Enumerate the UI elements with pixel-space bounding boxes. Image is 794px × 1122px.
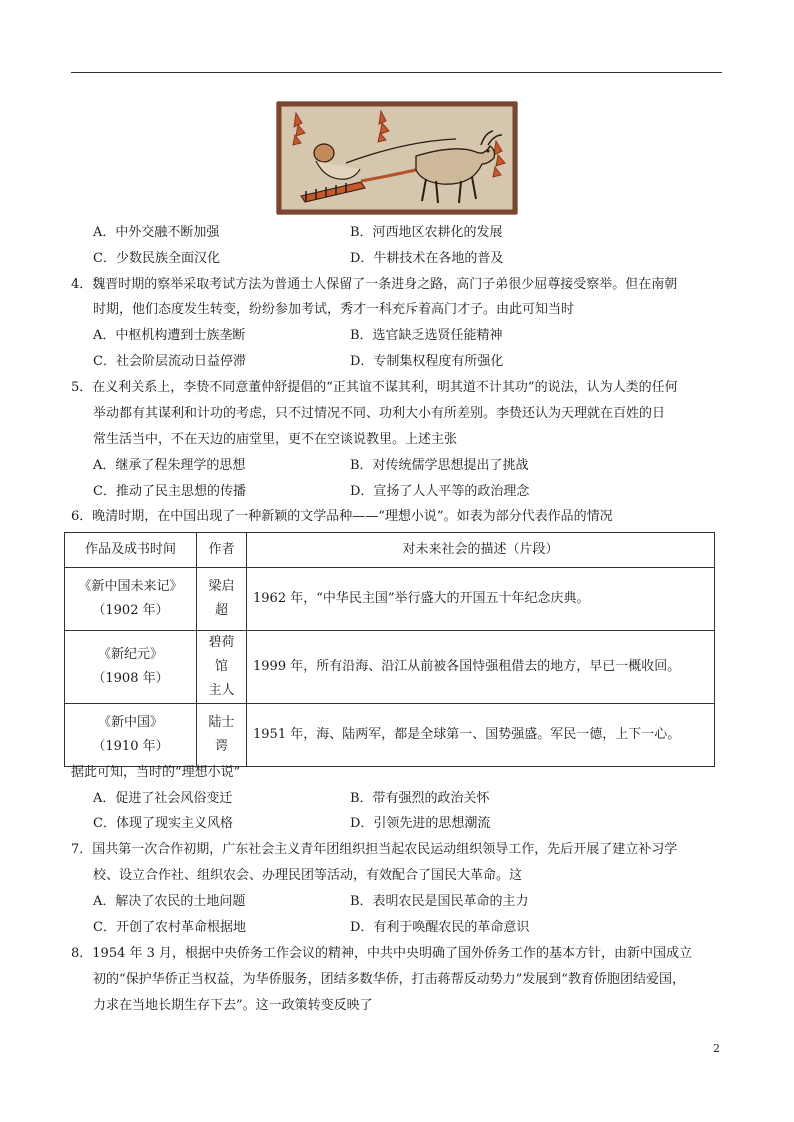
q4-option-a: A．中枢机构遭到士族垄断 [93, 328, 246, 343]
author-name: 碧荷馆 [208, 635, 235, 674]
ox-plowing-mural-image [276, 101, 518, 215]
work-title: 《新中国未来记》 [78, 579, 183, 594]
work-title: 《新中国》 [97, 715, 163, 730]
work-year: （1902 年） [92, 603, 169, 618]
q6-option-d: D．引领先进的思想潮流 [350, 816, 491, 831]
q6-stem: 6．晚清时期，在中国出现了一种新颖的文学品种——“理想小说”。如表为部分代表作品的情况 [71, 509, 613, 524]
q3-option-a: A．中外交融不断加强 [93, 225, 220, 240]
q6-option-b: B．带有强烈的政治关怀 [350, 791, 490, 806]
q5-stem-line-2: 举动都有其谋利和计功的考虑，只不过情况不同、功利大小有所差别。李贽还认为天理就在百姓的日 [93, 406, 666, 421]
q7-option-a: A．解决了农民的土地问题 [93, 894, 246, 909]
q8-stem-line-3: 力求在当地长期生存下去”。这一政策转变反映了 [93, 998, 373, 1013]
q6-novels-table [64, 532, 715, 767]
table-row [65, 631, 715, 704]
q6-lead: 据此可知，当时的“理想小说” [71, 765, 241, 780]
q6-option-c: C．体现了现实主义风格 [93, 816, 233, 831]
q5-stem-line-1: 5．在义利关系上，李贽不同意董仲舒提倡的“正其谊不谋其利，明其道不计其功”的说法，认为人类的任何 [71, 380, 678, 395]
q4-stem-line-1: 4．魏晋时期的察举采取考试方法为普通士人保留了一条进身之路，高门子弟很少屈尊接受察举。但在南朝 [71, 277, 678, 292]
q4-option-c: C．社会阶层流动日益停滞 [93, 354, 246, 369]
q4-option-d: D．专制集权程度有所强化 [350, 354, 504, 369]
q4-option-b: B．选官缺乏选贤任能精神 [350, 328, 503, 343]
work-title: 《新纪元》 [97, 647, 163, 662]
q7-stem-line-1: 7．国共第一次合作初期，广东社会主义青年团组织担当起农民运动组织领导工作，先后开展了建立补习学 [71, 842, 678, 857]
q7-option-c: C．开创了农村革命根据地 [93, 920, 246, 935]
header-rule [71, 72, 722, 73]
future-description: 1999 年，所有沿海、沿江从前被各国恃强租借去的地方，早已一概收回。 [247, 631, 715, 704]
q5-option-b: B．对传统儒学思想提出了挑战 [350, 458, 529, 473]
q3-option-d: D．牛耕技术在各地的普及 [350, 251, 504, 266]
q7-option-b: B．表明农民是国民革命的主力 [350, 894, 529, 909]
future-description: 1962 年，“中华民主国”举行盛大的开国五十年纪念庆典。 [247, 568, 715, 631]
q4-stem-line-2: 时期，他们态度发生转变，纷纷参加考试，秀才一科充斥着高门才子。由此可知当时 [93, 302, 575, 317]
table-row [65, 704, 715, 767]
q8-stem-line-1: 8．1954 年 3 月，根据中央侨务工作会议的精神，中共中央明确了国外侨务工作的基本方针，由新中国成立 [71, 946, 693, 961]
future-description: 1951 年，海、陆两军，都是全球第一、国势强盛。军民一德，上下一心。 [247, 704, 715, 767]
table-header-work: 作品及成书时间 [65, 533, 197, 568]
q3-option-c: C．少数民族全面汉化 [93, 251, 220, 266]
author-name-cont: 主人 [208, 683, 235, 698]
page-number: 2 [713, 1042, 720, 1055]
author-name: 陆士谔 [208, 715, 235, 754]
q5-option-d: D．宣扬了人人平等的政治理念 [350, 484, 530, 499]
q5-option-a: A．继承了程朱理学的思想 [93, 458, 246, 473]
q7-stem-line-2: 校、设立合作社、组织农会、办理民团等活动，有效配合了国民大革命。这 [93, 868, 523, 883]
work-year: （1908 年） [92, 671, 169, 686]
table-row [65, 568, 715, 631]
table-header-author: 作者 [197, 533, 247, 568]
work-year: （1910 年） [92, 739, 169, 754]
q5-stem-line-3: 常生活当中，不在天边的庙堂里，更不在空谈说教里。上述主张 [93, 432, 458, 447]
table-header-description: 对未来社会的描述（片段） [247, 533, 715, 568]
q5-option-c: C．推动了民主思想的传播 [93, 484, 246, 499]
q8-stem-line-2: 初的“保护华侨正当权益，为华侨服务，团结多数华侨，打击蒋帮反动势力”发展到“教育侨胞团结爱国， [93, 972, 685, 987]
q7-option-d: D．有利于唤醒农民的革命意识 [350, 920, 530, 935]
author-name: 梁启超 [208, 579, 235, 618]
q6-option-a: A．促进了社会风俗变迁 [93, 791, 233, 806]
q3-option-b: B．河西地区农耕化的发展 [350, 225, 503, 240]
